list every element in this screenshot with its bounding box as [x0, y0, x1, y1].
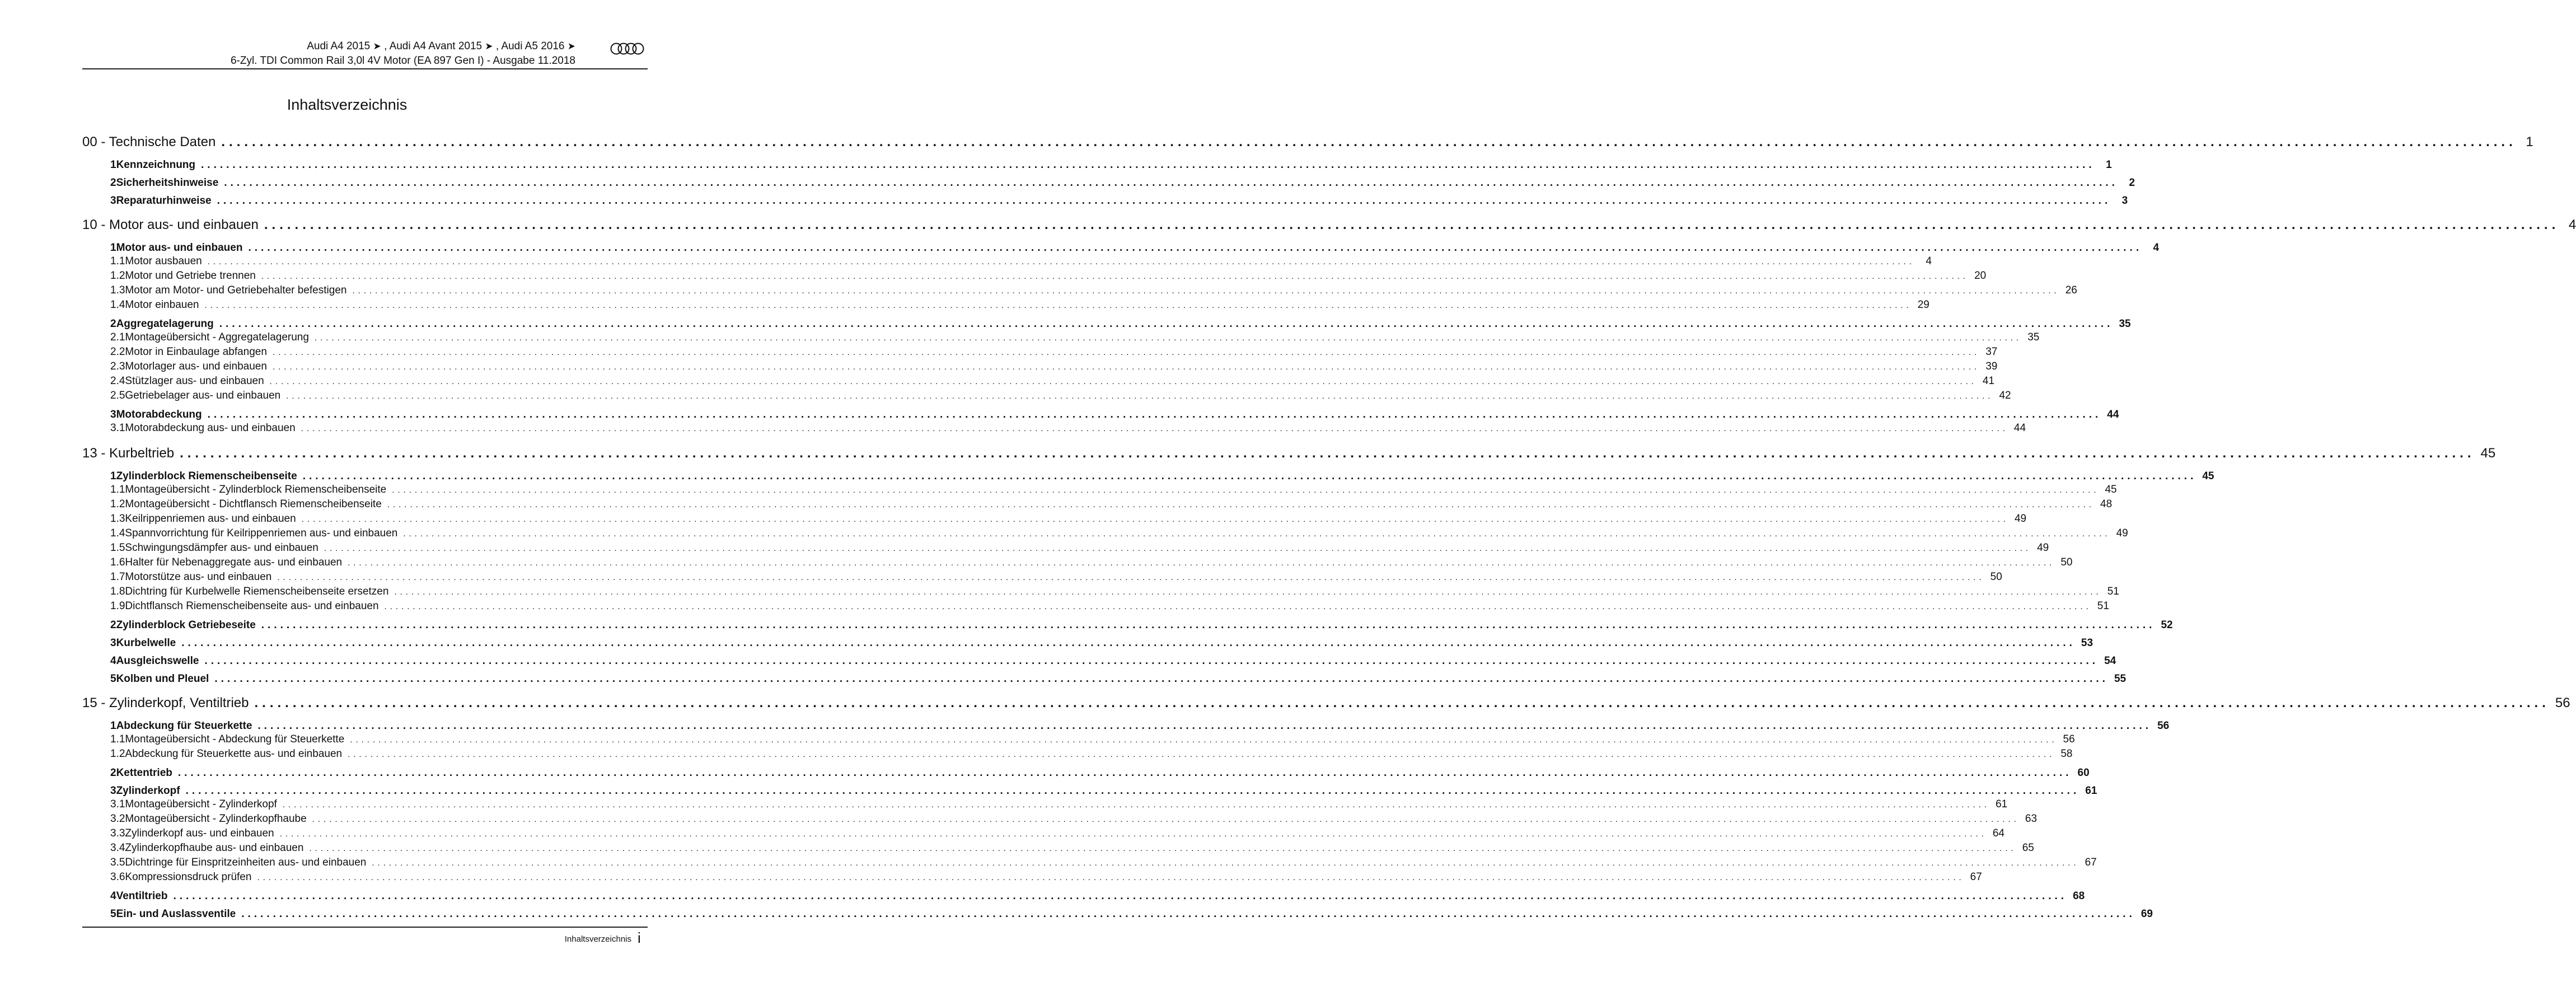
- toc-leader-dots: ............................................................................................................................................................................................................................................................................................................: [173, 890, 2068, 902]
- toc-entry-page: 1: [2526, 134, 2533, 149]
- toc-entry-title: Keilrippenriemen aus- und einbauen: [125, 513, 296, 525]
- toc-entry[interactable]: [82, 177, 2135, 189]
- toc-entry-number: 2: [110, 318, 116, 330]
- toc-leader-dots: ............................................................................................................................................................................................................................................................................................................: [257, 873, 1965, 882]
- footer-rule: [82, 927, 648, 928]
- toc-leader-dots: ............................................................................................................................................................................................................................................................................................................: [403, 529, 2111, 539]
- arrow-icon: ➤: [373, 41, 381, 52]
- toc-entry-page: 61: [1996, 798, 2008, 810]
- toc-entry-title: Kompressionsdruck prüfen: [125, 871, 252, 883]
- toc-entry-page: 50: [1990, 571, 2002, 583]
- toc-entry-title: Stützlager aus- und einbauen: [125, 375, 264, 387]
- model-2: , Audi A4 Avant 2015: [384, 40, 483, 52]
- toc-entry-number: 3.6: [110, 871, 125, 883]
- toc-leader-dots: ............................................................................................................................................................................................................................................................................................................: [301, 424, 2008, 433]
- toc-entry-page: 54: [2104, 655, 2116, 667]
- toc-entry[interactable]: [82, 733, 2075, 746]
- toc-entry-title: Motor aus- und einbauen: [116, 242, 243, 254]
- toc-entry-page: 56: [2157, 720, 2170, 732]
- toc-leader-dots: ............................................................................................................................................................................................................................................................................................................: [301, 515, 2009, 524]
- toc-entry-number: 5: [110, 908, 116, 920]
- toc-leader-dots: ............................................................................................................................................................................................................................................................................................................: [272, 362, 1980, 372]
- toc-entry-page: 4: [2153, 242, 2160, 254]
- toc-entry-title: Kettentrieb: [116, 767, 172, 779]
- toc-entry-number: 1: [110, 720, 116, 732]
- toc-entry-title: 10 - Motor aus- und einbauen: [82, 217, 259, 232]
- toc-entry-number: 2: [110, 177, 116, 189]
- toc-entry-number: 1.6: [110, 557, 125, 568]
- toc-entry-page: 35: [2119, 318, 2131, 330]
- toc-entry-number: 1.1: [110, 733, 125, 745]
- toc-entry-title: Montageübersicht - Abdeckung für Steuerkette: [125, 733, 345, 745]
- toc-entry-page: 56: [2555, 695, 2570, 710]
- toc-entry-page: 63: [2025, 813, 2038, 825]
- toc-entry[interactable]: [82, 284, 2077, 297]
- toc-entry-page: 48: [2100, 498, 2113, 510]
- toc-leader-dots: ............................................................................................................................................................................................................................................................................................................: [254, 695, 2550, 710]
- toc-entry[interactable]: [82, 655, 2116, 667]
- toc-entry[interactable]: [82, 857, 2097, 869]
- toc-entry-title: Reparaturhinweise: [116, 195, 212, 207]
- toc-leader-dots: ............................................................................................................................................................................................................................................................................................................: [177, 767, 2072, 779]
- toc-entry[interactable]: [82, 331, 2040, 344]
- toc-entry[interactable]: [82, 513, 2027, 525]
- toc-leader-dots: ............................................................................................................................................................................................................................................................................................................: [264, 217, 2560, 232]
- toc-entry-number: 2.2: [110, 346, 125, 358]
- toc-entry-title: Kolben und Pleuel: [116, 673, 209, 685]
- toc-entry[interactable]: [82, 557, 2073, 569]
- toc-leader-dots: ............................................................................................................................................................................................................................................................................................................: [348, 558, 2055, 568]
- toc-entry-title: Zylinderkopf: [116, 785, 180, 797]
- toc-entry-title: Zylinderkopf aus- und einbauen: [125, 827, 274, 839]
- toc-entry[interactable]: [82, 813, 2038, 825]
- toc-entry-number: 3.3: [110, 827, 125, 839]
- toc-leader-dots: ............................................................................................................................................................................................................................................................................................................: [185, 785, 2080, 797]
- toc-leader-dots: ............................................................................................................................................................................................................................................................................................................: [272, 348, 1980, 357]
- toc-leader-dots: ............................................................................................................................................................................................................................................................................................................: [269, 377, 1977, 386]
- toc-entry-page: 42: [1999, 390, 2011, 401]
- toc-entry-page: 45: [2105, 484, 2117, 495]
- toc-entry-title: Abdeckung für Steuerkette aus- und einbauen: [125, 748, 343, 760]
- toc-entry[interactable]: [82, 498, 2113, 511]
- toc-leader-dots: ............................................................................................................................................................................................................................................................................................................: [282, 800, 1990, 810]
- toc-entry[interactable]: [82, 159, 2112, 171]
- toc-entry-title: Montageübersicht - Aggregatelagerung: [125, 331, 309, 343]
- toc-leader-dots: ............................................................................................................................................................................................................................................................................................................: [279, 829, 1987, 839]
- toc-entry-number: 2: [110, 619, 116, 631]
- toc-entry-title: 15 - Zylinderkopf, Ventiltrieb: [82, 695, 249, 710]
- toc-entry-title: Aggregatelagerung: [116, 318, 214, 330]
- toc-entry-title: Dichtflansch Riemenscheibenseite aus- und einbauen: [125, 600, 379, 612]
- toc-entry-page: 61: [2085, 785, 2097, 797]
- toc-entry[interactable]: [82, 767, 2090, 779]
- toc-leader-dots: ............................................................................................................................................................................................................................................................................................................: [384, 602, 2092, 611]
- toc-entry[interactable]: [82, 542, 2049, 554]
- toc-entry-page: 52: [2161, 619, 2173, 631]
- toc-entry[interactable]: [82, 390, 2011, 402]
- toc-entry-number: 1.8: [110, 586, 125, 597]
- toc-entry[interactable]: [82, 255, 1932, 268]
- toc-leader-dots: ............................................................................................................................................................................................................................................................................................................: [309, 844, 2017, 853]
- audi-rings-icon: [610, 42, 645, 55]
- toc-entry-number: 3: [110, 785, 116, 797]
- toc-entry[interactable]: [82, 748, 2073, 760]
- toc-entry-page: 69: [2141, 908, 2153, 920]
- toc-leader-dots: ............................................................................................................................................................................................................................................................................................................: [204, 655, 2099, 667]
- toc-entry[interactable]: [82, 798, 2008, 811]
- toc-entry-page: 53: [2081, 637, 2093, 649]
- toc-entry-title: Motorabdeckung: [116, 409, 202, 420]
- toc-entry-title: Motor am Motor- und Getriebehalter befestigen: [125, 284, 347, 296]
- toc-entry[interactable]: [82, 695, 2570, 711]
- toc-leader-dots: ............................................................................................................................................................................................................................................................................................................: [314, 333, 2022, 343]
- toc-entry[interactable]: [82, 346, 1998, 358]
- toc-entry-page: 58: [2060, 748, 2073, 760]
- toc-entry-page: 67: [1970, 871, 1982, 883]
- footer-label: Inhaltsverzeichnis: [564, 934, 631, 944]
- toc-leader-dots: ............................................................................................................................................................................................................................................................................................................: [241, 908, 2135, 920]
- toc-entry[interactable]: [82, 527, 2128, 540]
- toc-leader-dots: ............................................................................................................................................................................................................................................................................................................: [221, 134, 2517, 149]
- toc-entry-number: 1.2: [110, 270, 125, 282]
- toc-entry[interactable]: [82, 842, 2034, 854]
- toc-leader-dots: ............................................................................................................................................................................................................................................................................................................: [204, 301, 1912, 310]
- toc-entry-title: Halter für Nebenaggregate aus- und einbauen: [125, 557, 343, 568]
- page-title: Inhaltsverzeichnis: [287, 96, 408, 113]
- toc-entry-title: Motor ausbauen: [125, 255, 202, 267]
- toc-entry-page: 26: [2065, 284, 2077, 296]
- toc-entry-title: Ventiltrieb: [116, 890, 168, 902]
- toc-entry-title: 00 - Technische Daten: [82, 134, 216, 149]
- toc-leader-dots: ............................................................................................................................................................................................................................................................................................................: [352, 286, 2060, 296]
- toc-entry-title: Zylinderblock Getriebeseite: [116, 619, 256, 631]
- toc-entry-number: 1.4: [110, 527, 125, 539]
- toc-entry-number: 3.1: [110, 798, 125, 810]
- toc-entry-number: 2: [110, 767, 116, 779]
- toc-entry[interactable]: [82, 422, 2026, 434]
- header-rule: [82, 68, 648, 69]
- toc-leader-dots: ............................................................................................................................................................................................................................................................................................................: [302, 470, 2197, 482]
- toc-leader-dots: ............................................................................................................................................................................................................................................................................................................: [219, 318, 2114, 330]
- toc-entry-page: 35: [2027, 331, 2040, 343]
- toc-entry-number: 3.1: [110, 422, 125, 434]
- toc-entry-page: 50: [2060, 557, 2073, 568]
- toc-leader-dots: ............................................................................................................................................................................................................................................................................................................: [217, 195, 2111, 207]
- toc-entry[interactable]: [82, 785, 2097, 797]
- toc-entry-title: Zylinderblock Riemenscheibenseite: [116, 470, 297, 482]
- toc-leader-dots: ............................................................................................................................................................................................................................................................................................................: [257, 720, 2152, 732]
- toc-entry[interactable]: [82, 673, 2127, 685]
- toc-entry-page: 2: [2129, 177, 2135, 189]
- arrow-icon: ➤: [567, 41, 575, 52]
- arrow-icon: ➤: [485, 41, 493, 52]
- toc-entry[interactable]: [82, 871, 1982, 883]
- toc-entry-page: 49: [2014, 513, 2027, 525]
- toc-entry-number: 1.3: [110, 284, 125, 296]
- toc-entry-title: Motor einbauen: [125, 299, 199, 311]
- toc-entry[interactable]: [82, 270, 1987, 282]
- toc-entry-page: 4: [2568, 217, 2576, 232]
- toc-leader-dots: ............................................................................................................................................................................................................................................................................................................: [286, 391, 1994, 401]
- toc-entry-number: 3: [110, 409, 116, 420]
- toc-entry-page: 51: [2097, 600, 2109, 612]
- toc-entry[interactable]: [82, 637, 2093, 649]
- model-3: , Audi A5 2016: [495, 40, 565, 52]
- toc-entry-title: Motorlager aus- und einbauen: [125, 361, 267, 372]
- toc-entry[interactable]: [82, 600, 2109, 612]
- toc-entry-page: 4: [1926, 255, 1932, 267]
- toc-entry-page: 45: [2480, 446, 2496, 461]
- toc-entry-title: Abdeckung für Steuerkette: [116, 720, 252, 732]
- toc-entry[interactable]: [82, 195, 2128, 207]
- toc-leader-dots: ............................................................................................................................................................................................................................................................................................................: [392, 485, 2100, 495]
- toc-entry-number: 1: [110, 242, 116, 254]
- header-models: [307, 40, 575, 53]
- toc-entry-page: 68: [2073, 890, 2085, 902]
- toc-entry[interactable]: [82, 586, 2119, 598]
- toc-entry-page: 64: [1992, 827, 2004, 839]
- toc-entry-number: 2.5: [110, 390, 125, 401]
- toc-entry-number: 2.1: [110, 331, 125, 343]
- toc-entry-number: 1.9: [110, 600, 125, 612]
- toc-leader-dots: ............................................................................................................................................................................................................................................................................................................: [387, 500, 2095, 509]
- toc-entry-number: 3.4: [110, 842, 125, 854]
- toc-entry-number: 3.2: [110, 813, 125, 825]
- toc-entry-title: Motor in Einbaulage abfangen: [125, 346, 267, 358]
- toc-entry-number: 4: [110, 655, 116, 667]
- toc-entry-number: 1: [110, 159, 116, 171]
- toc-entry-title: Dichtring für Kurbelwelle Riemenscheibenseite ersetzen: [125, 586, 389, 597]
- footer-page-number: i: [638, 929, 641, 946]
- toc-entry-page: 65: [2022, 842, 2034, 854]
- toc-entry-number: 2.4: [110, 375, 125, 387]
- toc-entry[interactable]: [82, 619, 2173, 632]
- toc-leader-dots: ............................................................................................................................................................................................................................................................................................................: [394, 587, 2102, 597]
- toc-entry[interactable]: [82, 890, 2085, 902]
- toc-entry[interactable]: [82, 446, 2496, 461]
- toc-entry-number: 1.5: [110, 542, 125, 554]
- toc-leader-dots: ............................................................................................................................................................................................................................................................................................................: [248, 242, 2143, 254]
- toc-entry[interactable]: [82, 242, 2160, 254]
- toc-leader-dots: ............................................................................................................................................................................................................................................................................................................: [261, 272, 1969, 281]
- toc-entry-page: 29: [1917, 299, 1929, 311]
- toc-leader-dots: ............................................................................................................................................................................................................................................................................................................: [181, 637, 2076, 649]
- toc-leader-dots: ............................................................................................................................................................................................................................................................................................................: [277, 573, 1985, 582]
- toc-entry[interactable]: [82, 375, 1995, 387]
- toc-entry-title: Montageübersicht - Zylinderkopfhaube: [125, 813, 307, 825]
- toc-entry-title: Kennzeichnung: [116, 159, 196, 171]
- toc-entry-title: Motorabdeckung aus- und einbauen: [125, 422, 296, 434]
- toc-leader-dots: ............................................................................................................................................................................................................................................................................................................: [261, 619, 2156, 631]
- toc-entry-page: 51: [2107, 586, 2119, 597]
- toc-leader-dots: ............................................................................................................................................................................................................................................................................................................: [207, 409, 2102, 420]
- toc-entry-number: 1.1: [110, 484, 125, 495]
- toc-entry-title: Montageübersicht - Zylinderkopf: [125, 798, 277, 810]
- toc-entry-title: Motorstütze aus- und einbauen: [125, 571, 272, 583]
- toc-entry-page: 44: [2107, 409, 2119, 420]
- toc-entry-page: 55: [2114, 673, 2127, 685]
- toc-entry-page: 20: [1974, 270, 1987, 282]
- toc-entry-title: Schwingungsdämpfer aus- und einbauen: [125, 542, 319, 554]
- toc-entry[interactable]: [82, 720, 2170, 732]
- toc-entry-number: 1.3: [110, 513, 125, 525]
- toc-entry-number: 5: [110, 673, 116, 685]
- toc-entry-page: 3: [2121, 195, 2128, 207]
- toc-entry-title: Motor und Getriebe trennen: [125, 270, 256, 282]
- toc-entry-page: 37: [1985, 346, 1998, 358]
- toc-entry-page: 67: [2085, 857, 2097, 868]
- model-1: Audi A4 2015: [307, 40, 371, 52]
- toc-entry-page: 56: [2063, 733, 2075, 745]
- toc-entry-number: 1.7: [110, 571, 125, 583]
- toc-entry-title: Ein- und Auslassventile: [116, 908, 236, 920]
- toc-entry-title: Ausgleichswelle: [116, 655, 199, 667]
- toc-entry-number: 1.1: [110, 255, 125, 267]
- toc-entry-title: 13 - Kurbeltrieb: [82, 446, 175, 461]
- toc-entry-title: Sicherheitshinweise: [116, 177, 219, 189]
- toc-leader-dots: ............................................................................................................................................................................................................................................................................................................: [201, 159, 2095, 171]
- toc-entry[interactable]: [82, 299, 1929, 311]
- toc-leader-dots: ............................................................................................................................................................................................................................................................................................................: [312, 815, 2020, 824]
- toc-entry[interactable]: [82, 908, 2153, 920]
- toc-entry[interactable]: [82, 217, 2576, 233]
- toc-entry-title: Getriebelager aus- und einbauen: [125, 390, 281, 401]
- toc-entry-title: Montageübersicht - Dichtflansch Riemenscheibenseite: [125, 498, 382, 510]
- toc-entry-number: 1.2: [110, 498, 125, 510]
- toc-entry[interactable]: [82, 470, 2214, 483]
- toc-entry-page: 49: [2037, 542, 2049, 554]
- toc-leader-dots: ............................................................................................................................................................................................................................................................................................................: [180, 446, 2475, 461]
- toc-entry-number: 1.2: [110, 748, 125, 760]
- toc-entry-number: 3.5: [110, 857, 125, 868]
- toc-entry-number: 2.3: [110, 361, 125, 372]
- toc-entry-page: 45: [2202, 470, 2214, 482]
- toc-entry-title: Dichtringe für Einspritzeinheiten aus- und einbauen: [125, 857, 367, 868]
- toc-entry[interactable]: [82, 318, 2131, 330]
- toc-entry[interactable]: [82, 571, 2002, 583]
- toc-leader-dots: ............................................................................................................................................................................................................................................................................................................: [350, 735, 2058, 745]
- toc-entry[interactable]: [82, 484, 2117, 496]
- header-subtitle: 6-Zyl. TDI Common Rail 3,0l 4V Motor (EA 897 Gen I) - Ausgabe 11.2018: [230, 55, 575, 67]
- toc-entry-title: Spannvorrichtung für Keilrippenriemen aus- und einbauen: [125, 527, 398, 539]
- toc-entry-page: 44: [2013, 422, 2026, 434]
- toc-entry-page: 49: [2116, 527, 2128, 539]
- toc-entry[interactable]: [82, 409, 2119, 421]
- toc-entry-page: 39: [1985, 361, 1998, 372]
- toc-entry-number: 1: [110, 470, 116, 482]
- toc-leader-dots: ............................................................................................................................................................................................................................................................................................................: [324, 544, 2032, 553]
- toc-entry-page: 60: [2077, 767, 2090, 779]
- toc-entry[interactable]: [82, 827, 2004, 840]
- toc-entry-number: 3: [110, 195, 116, 207]
- toc-entry[interactable]: [82, 134, 2533, 150]
- toc-leader-dots: ............................................................................................................................................................................................................................................................................................................: [224, 177, 2118, 189]
- toc-entry-number: 1.4: [110, 299, 125, 311]
- toc-entry-title: Montageübersicht - Zylinderblock Riemenscheibenseite: [125, 484, 387, 495]
- toc-leader-dots: ............................................................................................................................................................................................................................................................................................................: [207, 257, 1915, 266]
- toc-leader-dots: ............................................................................................................................................................................................................................................................................................................: [348, 750, 2055, 759]
- toc-entry-number: 4: [110, 890, 116, 902]
- toc-leader-dots: ............................................................................................................................................................................................................................................................................................................: [214, 673, 2109, 685]
- toc-entry-title: Zylinderkopfhaube aus- und einbauen: [125, 842, 304, 854]
- toc-entry-title: Kurbelwelle: [116, 637, 176, 649]
- toc-entry-page: 1: [2106, 159, 2112, 171]
- toc-entry[interactable]: [82, 361, 1998, 373]
- toc-leader-dots: ............................................................................................................................................................................................................................................................................................................: [372, 858, 2079, 868]
- toc-entry-page: 41: [1982, 375, 1995, 387]
- toc-entry-number: 3: [110, 637, 116, 649]
